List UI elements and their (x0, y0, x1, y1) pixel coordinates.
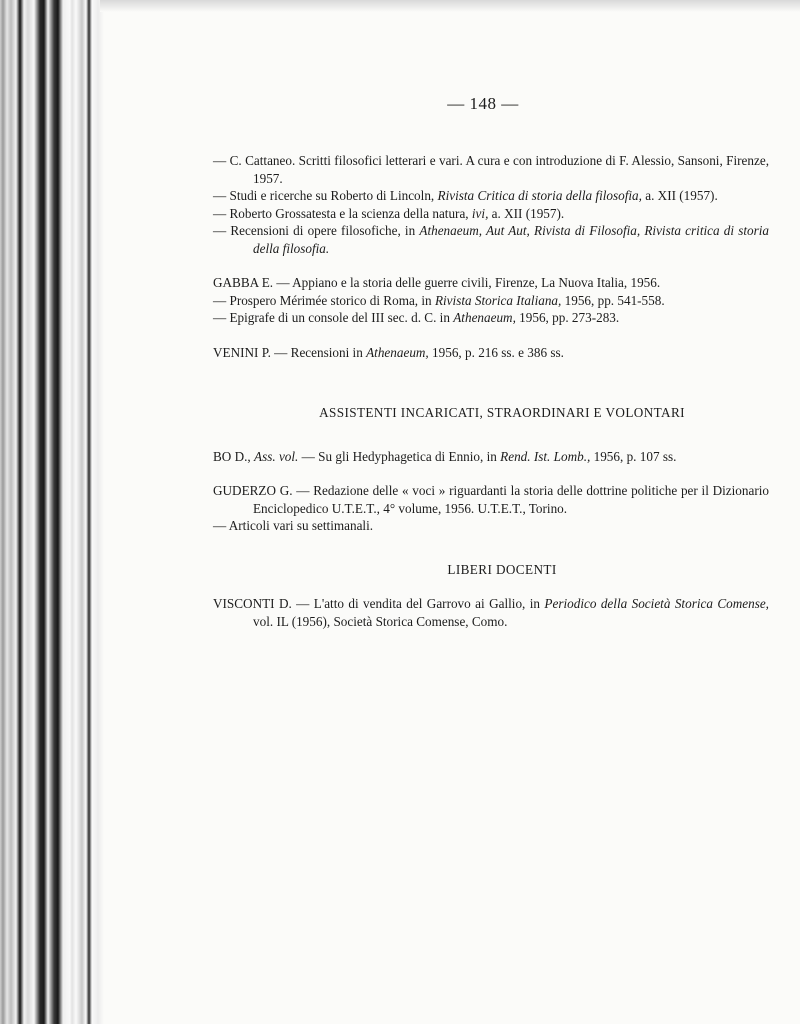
page-number: — 148 — (447, 94, 519, 113)
bibliography-entry: — Prospero Mérimée storico di Roma, in Rivista Storica Italiana, 1956, pp. 541-558. (213, 292, 665, 308)
bibliography-entry: — Articoli vari su settimanali. (213, 518, 374, 533)
bibliography-entry: — Recensioni di opere filosofiche, in Athenaeum, Aut Aut, Rivista di Filosofia, Rivista critica di storia della filosofia. (213, 223, 770, 256)
bibliography-entry: VISCONTI D. — L'atto di vendita del Garrovo ai Gallio, in Periodico della Società Storica Comense, vol. IL (1956), Società Storica Comense, Como. (213, 596, 769, 629)
visconti-group (213, 595, 769, 630)
cattaneo-group (213, 152, 769, 257)
bibliography-entry: — Studi e ricerche su Roberto di Lincoln, Rivista Critica di storia della filosofia, a. XII (1957). (213, 188, 718, 203)
bo-group (213, 448, 769, 466)
bibliography-entry: GABBA E. — Appiano e la storia delle guerre civili, Firenze, La Nuova Italia, 1956. (213, 275, 661, 290)
bibliography-entry: GUDERZO G. — Redazione delle « voci » riguardanti la storia delle dottrine politiche per il Dizionario Enciclopedico U.T.E.T., 4° volume, 1956. U.T.E.T., Torino. (213, 483, 769, 516)
bibliography-entry: VENINI P. — Recensioni in Athenaeum, 1956, p. 216 ss. e 386 ss. (213, 344, 564, 360)
bibliography-content (213, 152, 769, 630)
section-heading-assistenti: ASSISTENTI INCARICATI, STRAORDINARI E VOLONTARI (319, 405, 685, 420)
bibliography-entry: — Epigrafe di un console del III sec. d. C. in Athenaeum, 1956, pp. 273-283. (213, 310, 620, 325)
bibliography-entry: — C. Cattaneo. Scritti filosofici letterari e vari. A cura e con introduzione di F. Alessio, Sansoni, Firenze, 1957. (213, 153, 769, 186)
scanned-binding-edge (0, 0, 104, 1024)
section-heading-liberi-docenti: LIBERI DOCENTI (447, 561, 557, 577)
scanned-top-edge (100, 0, 800, 12)
guderzo-group (213, 482, 769, 535)
venini-group (213, 344, 769, 362)
bibliography-entry: BO D., Ass. vol. — Su gli Hedyphagetica di Ennio, in Rend. Ist. Lomb., 1956, p. 107 ss. (213, 448, 677, 464)
gabba-group (213, 274, 769, 327)
bibliography-entry: — Roberto Grossatesta e la scienza della natura, ivi, a. XII (1957). (213, 205, 565, 221)
